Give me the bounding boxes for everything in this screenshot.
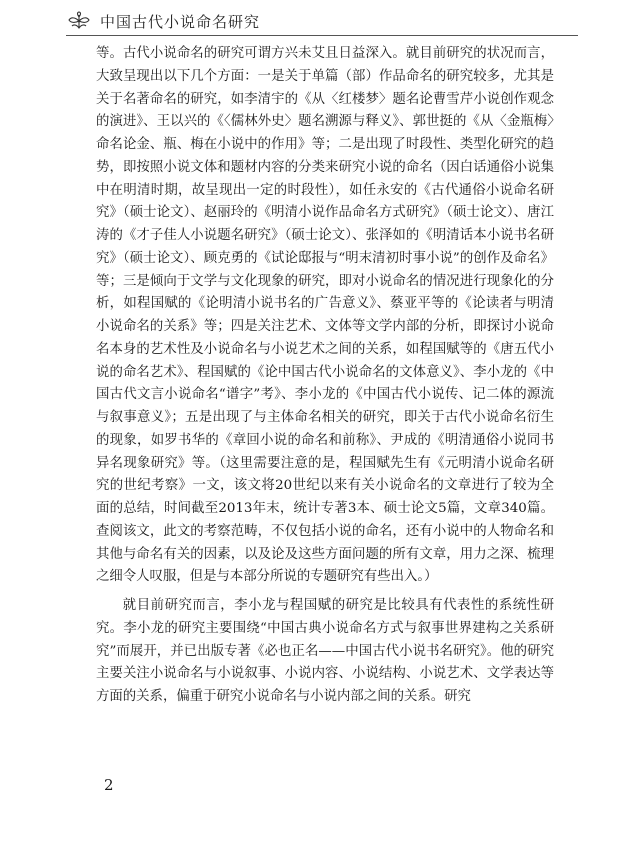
page-number: 2 bbox=[104, 776, 114, 794]
main-text bbox=[96, 43, 554, 709]
running-header bbox=[66, 8, 260, 34]
header-divider bbox=[66, 35, 578, 36]
floral-ornament-icon bbox=[66, 11, 92, 31]
paragraph-1: 等。古代小说命名的研究可谓方兴未艾且日益深入。就目前研究的状况而言，大致呈现出以下几个方面：一是关于单篇（部）作品命名的研究较多，尤其是关于名著命名的研究，如李清宇的《从〈红楼梦〉题名论曹雪芹小说创作观念的演进》、王以兴的《〈儒林外史〉题名溯源与释义》、郭世挺的《从〈金瓶梅〉命名论金、瓶、梅在小说中的作用》等；二是出现了时段性、类型化研究的趋势，即按照小说文体和题材内容的分类来研究小说的命名（因白话通俗小说集中在明清时期，故呈现出一定的时段性），如任永安的《古代通俗小说命名研究》（硕士论文）、赵丽玲的《明清小说作品命名方式研究》（硕士论文）、唐江涛的《才子佳人小说题名研究》（硕士论文）、张泽如的《明清话本小说书名研究》（硕士论文）、顾克勇的《试论邸报与“明末清初时事小说”的创作及命名》等；三是倾向于文学与文化现象的研究，即对小说命名的情况进行现象化的分析，如程国赋的《论明清小说书名的广告意义》、蔡亚平等的《论读者与明清小说命名的关系》等；四是关注艺术、文体等文学内部的分析，即探讨小说命名本身的艺术性及小说命名与小说艺术之间的关系，如程国赋等的《唐五代小说的命名艺术》、程国赋的《论中国古代小说命名的文体意义》、李小龙的《中国古代文言小说命名“谱字”考》、李小龙的《中国古代小说传、记二体的源流与叙事意义》；五是出现了与主体命名相关的研究，即关于古代小说命名衍生的现象，如罗书华的《章回小说的命名和前称》、尹成的《明清通俗小说同书异名现象研究》等。（这里需要注意的是，程国赋先生有《元明清小说命名研究的世纪考察》一文，该文将20世纪以来有关小说命名的文章进行了较为全面的总结，时间截至2013年末，统计专著3本、硕士论文5篇，文章340篇。查阅该文，此文的考察范畴，不仅包括小说的命名，还有小说中的人物命名和其他与命名有关的因素，以及论及这些方面问题的所有文章，用力之深、梳理之细令人叹服，但是与本部分所说的专题研究有些出入。） bbox=[96, 46, 554, 585]
header-title: 中国古代小说命名研究 bbox=[100, 12, 261, 31]
paragraph-2: 就目前研究而言，李小龙与程国赋的研究是比较具有代表性的系统性研究。李小龙的研究主要围绕“中国古典小说命名方式与叙事世界建构之关系研究”而展开，并已出版专著《必也正名——中国古代小说书名研究》。他的研究主要关注小说命名与小说叙事、小说内容、小说结构、小说艺术、文学表达等方面的关系，偏重于研究小说命名与小说内部之间的关系。研究 bbox=[96, 598, 554, 704]
